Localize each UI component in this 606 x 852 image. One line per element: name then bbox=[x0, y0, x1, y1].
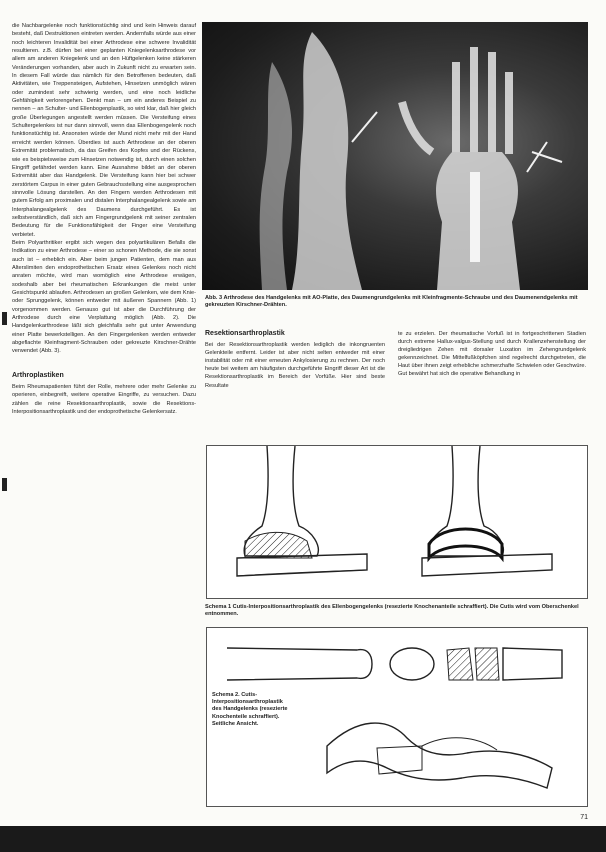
middle-left-text bbox=[205, 330, 385, 390]
margin-marker bbox=[2, 312, 7, 325]
bottom-bar bbox=[0, 826, 606, 852]
middle-left-paragraph: Bei der Resektionsarthroplastik werden lediglich die inkongruenten Gelenkteile entfernt. Leider ist aber nicht selten entweder mit einer instabilität oder mit einer erneuten Ankylosierung zu rechnen. Der noch heute bei weitem am häufigsten durchgeführte Eingriff dieser Art ist die Resektionsarthroplastik im Bereich der Vorfüße. Hier sind beste Resultate bbox=[205, 342, 385, 389]
middle-right-paragraph: te zu erzielen. Der rheumatische Vorfuß ist in fortgeschrittenen Stadien durch extreme Hallux-valgus-Stellung und durch Krallenzehenstellung der dreigliedrigen Zehen mit dorsaler Luxation im Zehengrundgelenk gekennzeichnet. Die Mittelfußköpfchen sind regelrecht durchgetreten, die Haut über ihnen zeigt erhebliche schmerzhafte Schwielen oder Geschwüre. Gut bewährt hat sich die operative Behandlung in bbox=[398, 331, 586, 378]
left-paragraph-2: Beim Polyarthritiker ergibt sich wegen des polyartikulären Befalls die Indikation zu einer Arthrodese – einer so schonen Methode, die sie sonst auch ist – erheblich ein. Aber beim jungen Patienten, dem man aus Alterslimiten den endoprothetischen Ersatz eines Gelenkes noch nicht anraten möchte, wird man womöglich eine Arthrodese erwägen, sodeshalb aber bei rheumatischen Erkrankungen die meist unter Gesichtspunkt ablaufen. Arthrodesen an großen Gelenken, wie dem Knie- oder Sprunggelenk, können entweder mit äußeren Spannern (Abb. 1) vorgenommen werden. Genauso gut ist aber die Durchführung der Arthrodese durch eine Verplattung möglich (Abb. 2). Die Handgelenkarthrodese läßt sich gleichfalls sehr gut unter Anwendung einer Platte bewerkstelligen. An den Fingergelenken werden entweder abgeflachte Kleinfragment-Schrauben oder gekreuzte Kirschner-Drähte verwendet (Abb. 3). bbox=[12, 239, 196, 355]
scheme-1-caption: Schema 1 Cutis-Interpositionsarthroplastik des Ellenbogengelenks (resezierte Knochenanteile schraffiert). Die Cutis wird vom Oberschenkel entnommen. bbox=[205, 604, 579, 618]
scheme-2-caption: Schema 2. Cutis-Interpositionsarthroplastik des Handgelenks (resezierte Knochenteile schraffiert). Seitliche Ansicht. bbox=[212, 692, 292, 728]
margin-marker bbox=[2, 478, 7, 491]
xray-image-hand bbox=[202, 22, 588, 290]
left-paragraph-3: Beim Rheumapatienten führt der Rolle, mehrere oder mehr Gelenke zu operieren, einbegreift, weitere operative Eingriffe, zu versuchen. Dazu zählen die reine Resektionsarthroplastik, sowie die Resektions-Interpositionsarthroplastik und der endoprothetische Gelenkersatz. bbox=[12, 384, 196, 416]
page-number: 71 bbox=[580, 814, 588, 821]
left-text-column bbox=[12, 22, 196, 416]
scheme-1-illustration bbox=[206, 445, 588, 599]
left-paragraph-1: die Nachbargelenke noch funktionstüchtig sind und kein Hinweis darauf besteht, daß Destruktionen eintreten werden. Andernfalls würde aus einer noch leichteren Invalidität bei einer Arthrodese eine schwere Invalidität resultieren. z.B. dürfen bei einer geplanten Kniegelenksarthrodese vor allem am anderen Kniegelenk und an den Hüftgelenken keine stärkeren Veränderungen vorhanden, aber auch in Zukunft nicht zu erwarten sein. In diesem Fall würde das nämlich für den Betroffenen bedeuten, daß Aktivitäten, wie Treppensteigen, Aufstehen, Hinsetzen unmöglich wären oder zumindest sehr schwierig werden, und eine noch leidliche Gehfähigkeit verlorengehen. Denkt man – um ein anderes Beispiel zu nennen – an Schulter- und Ellenbogenplastik, so wird klar, daß hier gleich große Überlegungen angestellt werden müssen. Die Versteifung eines Schultergelenkes ist nur dann sinnvoll, wenn das Ellenbogengelenk noch funktionstüchtig ist. Ansonsten würde der Mund nicht mehr mit der Hand erreicht werden können. Überdies ist auch Arthrodese an der oberen Extremität problematisch, da das Greifen des Kopfes und der Rückens, wie es beispielsweise zum Hinsetzen notwendig ist, durch einen solchen Eingriff gefährdet werden kann. Eine Ausnahme bildet an der oberen Extremität aber das Handgelenk. Die Versteifung kann hier bei schwer zerstörtem Carpus in einer guten Gebrauchsstellung eine ausgesprochen sinnvolle Lösung darstellen. An den Fingern werden Arthrodesen mit gutem Erfolg am proximalen und distalen Interphalangealgelenk sowie am Interphalangealgelenk des Daumens durchgeführt. Es ist selbstverständlich, daß sich am Fingergrundgelenk mit seiner zentralen Bedeutung für die Funktionsfähigkeit der Finger eine Versteifung verbietet. bbox=[12, 23, 196, 238]
section-heading-resektionsarthroplastik: Resektionsarthroplastik bbox=[205, 330, 285, 337]
figure-caption-abb3: Abb. 3 Arthrodese des Handgelenks mit AO-Platte, des Daumengrundgelenks mit Kleinfragmente-Schraube und des Daumenendgelenks mit gekreuzten Kirschner-Drähten. bbox=[205, 295, 578, 309]
section-heading-arthroplastiken: Arthroplastiken bbox=[12, 371, 64, 379]
